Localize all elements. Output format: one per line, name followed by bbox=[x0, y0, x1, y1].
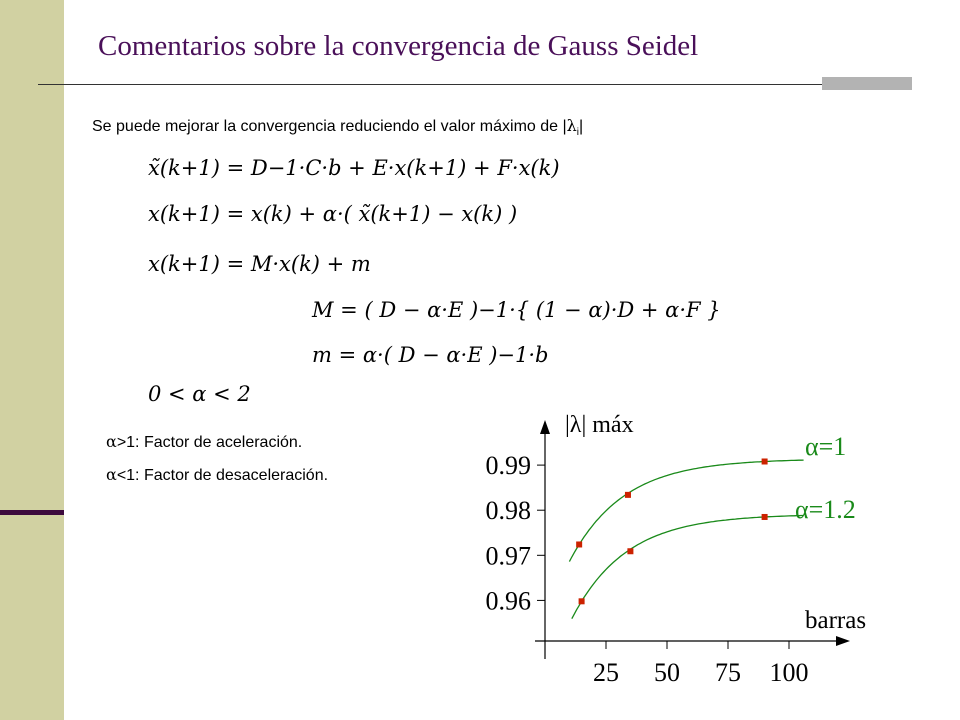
bullet-acceleration-symbol: α bbox=[106, 432, 117, 451]
side-accent-line bbox=[0, 510, 64, 515]
y-tick-label: 0.99 bbox=[485, 451, 531, 481]
y-axis-arrow bbox=[540, 420, 550, 434]
equation-2: x(k+1) = x(k) + α·( x̃(k+1) − x(k) ) bbox=[148, 202, 518, 226]
data-point bbox=[627, 548, 633, 554]
data-point bbox=[579, 598, 585, 604]
equation-1: x̃(k+1) = D−1·C·b + E·x(k+1) + F·x(k) bbox=[148, 156, 560, 180]
title-underline-shadow bbox=[822, 77, 912, 90]
data-point bbox=[625, 492, 631, 498]
convergence-chart bbox=[440, 390, 900, 695]
bullet-deceleration-symbol: α bbox=[106, 465, 117, 484]
legend-label-2: α=1.2 bbox=[795, 495, 856, 524]
equation-3: x(k+1) = M·x(k) + m bbox=[148, 252, 371, 276]
x-tick-label: 25 bbox=[593, 658, 619, 687]
x-tick-label: 50 bbox=[654, 658, 680, 687]
intro-text-end: | bbox=[579, 118, 584, 135]
title-underline bbox=[38, 84, 910, 85]
equation-6: 0 < α < 2 bbox=[148, 382, 251, 406]
y-tick-label: 0.96 bbox=[485, 586, 531, 616]
series-line-2 bbox=[572, 516, 804, 619]
y-axis-label: |λ| máx bbox=[565, 412, 634, 438]
side-accent-bar bbox=[0, 0, 64, 720]
bullet-deceleration bbox=[106, 465, 328, 485]
intro-text bbox=[92, 116, 583, 138]
x-tick-label: 75 bbox=[715, 658, 741, 687]
bullet-acceleration bbox=[106, 432, 302, 452]
page-title: Comentarios sobre la convergencia de Gauss Seidel bbox=[98, 30, 699, 62]
equation-5: m = α·( D − α·E )−1·b bbox=[312, 343, 549, 367]
x-axis-arrow bbox=[836, 636, 850, 646]
data-point bbox=[762, 458, 768, 464]
intro-lambda: λ bbox=[566, 116, 577, 135]
data-point bbox=[576, 541, 582, 547]
bullet-deceleration-text: <1: Factor de desaceleración. bbox=[116, 467, 329, 484]
y-tick-label: 0.97 bbox=[485, 541, 531, 571]
intro-lambda-subscript: i bbox=[576, 127, 580, 139]
data-point bbox=[762, 514, 768, 520]
x-tick-label: 100 bbox=[769, 658, 809, 687]
intro-text-main: Se puede mejorar la convergencia reduciendo el valor máximo de | bbox=[92, 118, 567, 135]
y-tick-label: 0.98 bbox=[485, 496, 531, 526]
legend-label-1: α=1 bbox=[805, 432, 847, 461]
equation-4: M = ( D − α·E )−1·{ (1 − α)·D + α·F } bbox=[312, 298, 721, 322]
series-line-1 bbox=[569, 460, 803, 561]
bullet-acceleration-text: >1: Factor de aceleración. bbox=[116, 434, 303, 451]
x-axis-label: barras bbox=[805, 607, 867, 634]
